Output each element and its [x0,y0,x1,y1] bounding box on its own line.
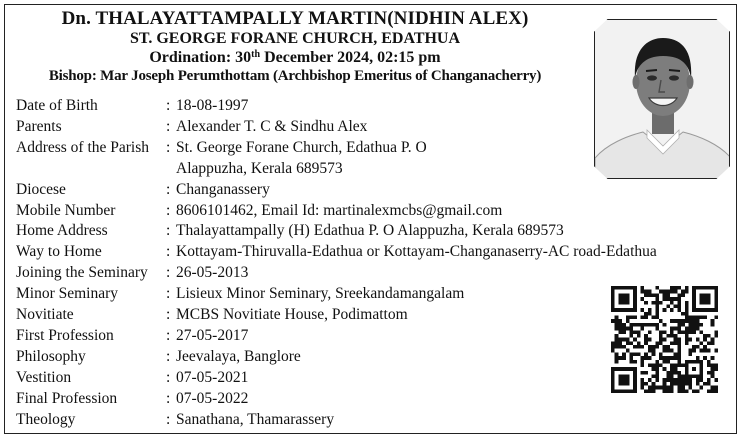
detail-colon: : [166,389,171,407]
detail-colon: : [166,368,171,386]
detail-label: Philosophy [16,347,86,365]
detail-label: First Profession [16,326,114,344]
detail-label: Home Address [16,222,108,240]
detail-row-parish-address [16,138,736,159]
detail-label: Vestition [16,368,72,386]
detail-row-joining-seminary [16,263,736,284]
detail-colon: : [166,201,171,219]
detail-value: 26-05-2013 [176,264,249,282]
ordination-line [5,50,585,66]
detail-label: Mobile Number [16,201,116,219]
detail-value: Kottayam-Thiruvalla-Edathua or Kottayam-Changanaserry-AC road-Edathua [176,243,657,261]
detail-row-way-to-home [16,242,736,263]
qr-code[interactable] [611,286,718,393]
detail-value: Jeevalaya, Banglore [176,347,301,365]
detail-label: Joining the Seminary [16,264,148,282]
detail-value: 07-05-2022 [176,389,249,407]
detail-value: 8606101462, Email Id: martinalexmcbs@gmail.com [176,201,503,219]
profile-card [4,4,737,434]
detail-colon: : [166,180,171,198]
detail-row-theology [16,410,736,431]
detail-row-date-of-birth [16,96,736,117]
detail-value: Alappuzha, Kerala 689573 [176,159,343,177]
detail-colon: : [166,347,171,365]
ordination-prefix: Ordination: 30 [149,49,252,66]
detail-value: Lisieux Minor Seminary, Sreekandamangalam [176,285,465,303]
detail-colon: : [166,285,171,303]
detail-value: St. George Forane Church, Edathua P. O [176,138,427,156]
detail-value: Changanassery [176,180,270,198]
detail-row-diocese [16,180,736,201]
detail-label: Date of Birth [16,97,98,114]
detail-value: 07-05-2021 [176,368,249,386]
detail-colon: : [166,117,171,135]
bishop-line: Bishop: Mar Joseph Perumthottam (Archbishop Emeritus of Changanacherry) [48,68,542,84]
detail-label: Novitiate [16,306,74,324]
detail-label: Parents [16,117,62,135]
detail-label: Diocese [16,180,66,198]
detail-value: 18-08-1997 [176,97,249,114]
detail-colon: : [166,326,171,344]
ordination-ordinal: th [251,49,261,60]
detail-label: Minor Seminary [16,285,119,303]
card-header [5,9,585,84]
detail-value: Sanathana, Thamarassery [176,410,335,428]
ordination-rest: December 2024, 02:15 pm [260,49,441,66]
detail-colon: : [166,306,171,324]
detail-row-parents [16,117,736,138]
detail-row-mobile [16,201,736,222]
detail-label: Address of the Parish [16,138,150,156]
detail-colon: : [166,97,171,114]
detail-label: Way to Home [16,243,102,261]
detail-value: MCBS Novitiate House, Podimattom [176,306,408,324]
detail-colon: : [166,264,171,282]
detail-label: Final Profession [16,389,118,407]
deacon-name: Dn. THALAYATTAMPALLY MARTIN(NIDHIN ALEX) [61,8,529,29]
detail-value: 27-05-2017 [176,326,249,344]
detail-colon: : [166,410,171,428]
detail-colon: : [166,138,171,156]
detail-row-home-address [16,221,736,242]
detail-row-parish-address-cont [16,159,736,180]
detail-colon: : [166,243,171,261]
detail-colon: : [166,222,171,240]
church-name: ST. GEORGE FORANE CHURCH, EDATHUA [129,30,461,47]
detail-label: Theology [16,410,76,428]
detail-value: Alexander T. C & Sindhu Alex [176,117,368,135]
detail-value: Thalayattampally (H) Edathua P. O Alappuzha, Kerala 689573 [176,222,564,240]
